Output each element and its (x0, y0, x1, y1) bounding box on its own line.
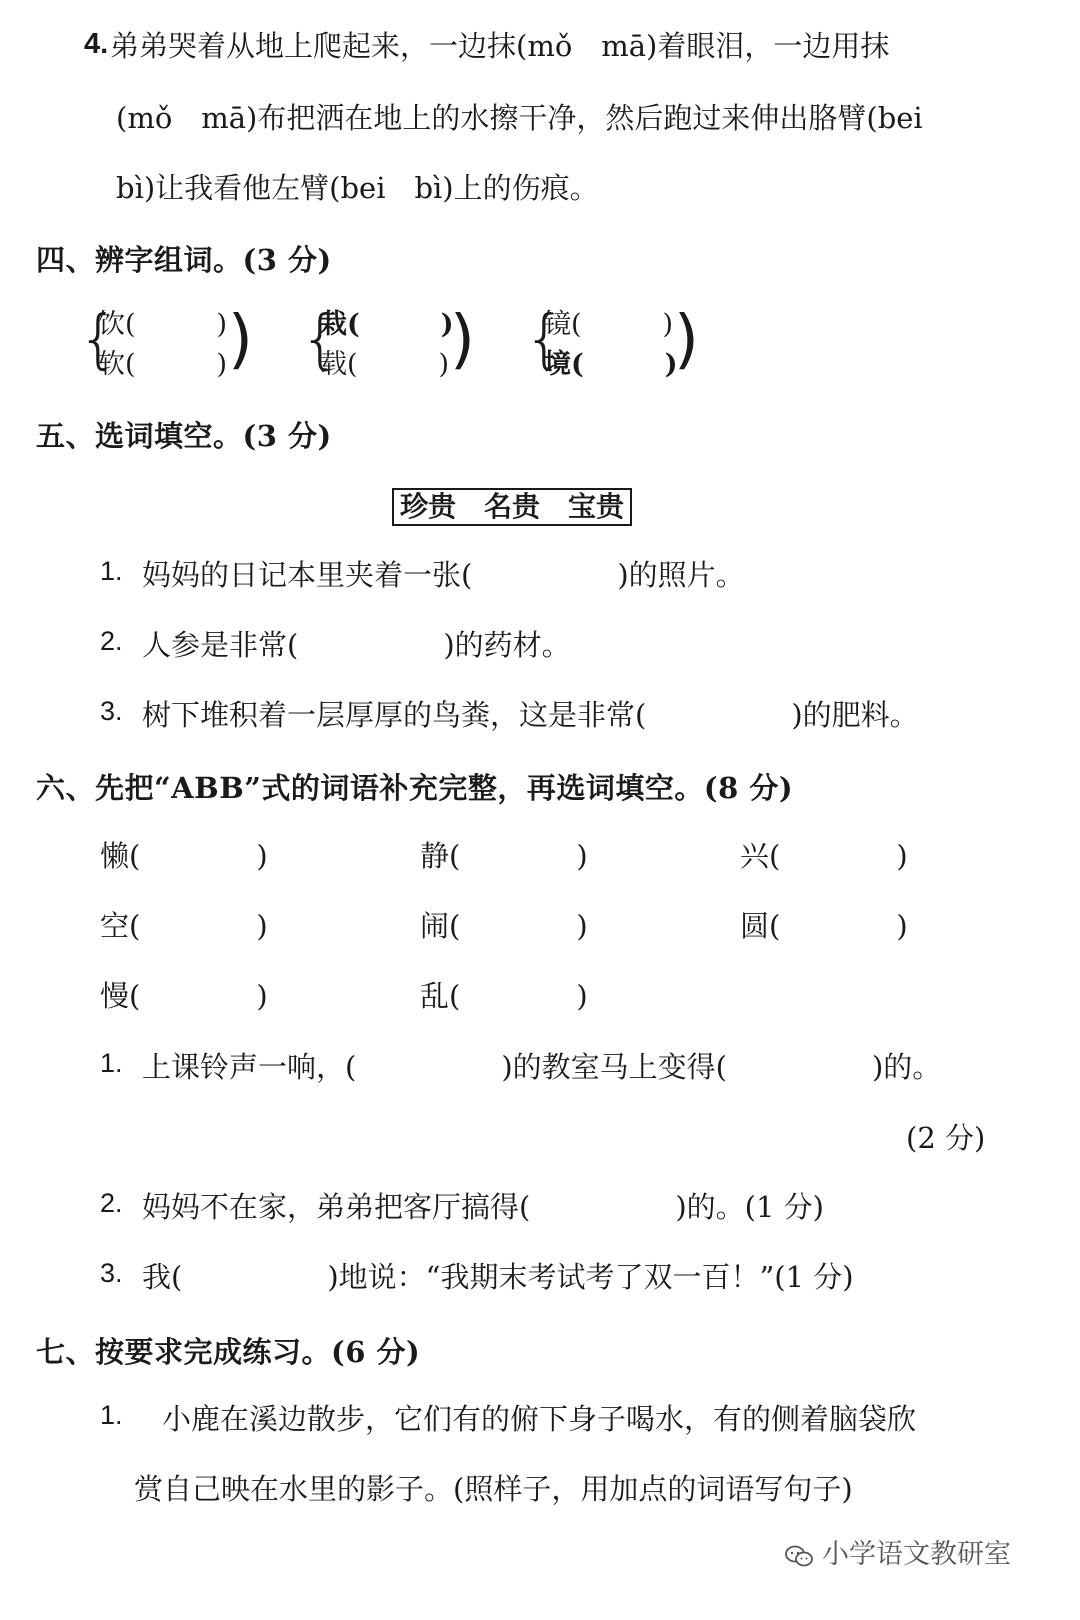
left-brace: { (524, 303, 565, 377)
abb-word-blank: 闹( ) (420, 909, 588, 943)
char-pair-top: 饮( ) (98, 309, 228, 340)
char-pair-bottom: 软( ) (98, 349, 228, 380)
left-brace: { (78, 303, 119, 377)
right-paren: ) (450, 303, 475, 377)
abb-word-blank: 空( ) (100, 909, 268, 943)
watermark (784, 1532, 1011, 1571)
section-6-title: 六、先把“ABB”式的词语补充完整，再选词填空。(8 分) (36, 771, 794, 805)
section-4-title: 四、辨字组词。(3 分) (36, 243, 332, 277)
section-7-title: 七、按要求完成练习。(6 分) (36, 1335, 421, 1369)
left-brace: { (300, 303, 341, 377)
abb-word-blank: 懒( ) (100, 839, 268, 873)
word-choice-box: 珍贵 名贵 宝贵 (392, 488, 632, 526)
item-number: 2. (100, 1188, 123, 1218)
fill-blank-item: 树下堆积着一层厚厚的鸟粪，这是非常( )的肥料。 (142, 698, 919, 732)
item-number: 1. (100, 1400, 123, 1430)
q4-number: 4. (84, 28, 109, 60)
fill-blank-item: 妈妈的日记本里夹着一张( )的照片。 (142, 558, 745, 592)
item-number: 3. (100, 696, 123, 726)
right-paren: ) (228, 303, 253, 377)
wechat-icon (784, 1544, 814, 1568)
abb-word-blank: 兴( ) (740, 839, 908, 873)
item-number: 2. (100, 626, 123, 656)
char-pair-bottom: 境( ) (544, 349, 678, 380)
abb-word-blank: 慢( ) (100, 979, 268, 1013)
item-number: 1. (100, 1048, 123, 1078)
section-5-title: 五、选词填空。(3 分) (36, 419, 332, 453)
abb-word-blank: 圆( ) (740, 909, 908, 943)
abb-word-blank: 乱( ) (420, 979, 588, 1013)
q4-line-1: 弟弟哭着从地上爬起来，一边抹(mǒ mā)着眼泪，一边用抹 (110, 29, 890, 63)
watermark-text: 小学语文教研室 (822, 1539, 1011, 1570)
abb-word-blank: 静( ) (420, 839, 588, 873)
char-pair-top: 镜( ) (544, 309, 674, 340)
example-sentence-line-2: 赏自己映在水里的影子。(照样子，用加点的词语写句子) (134, 1472, 853, 1506)
score-note: (2 分) (906, 1121, 986, 1155)
example-sentence-line-1: 小鹿在溪边散步，它们有的俯下身子喝水，有的侧着脑袋欣 (162, 1402, 917, 1436)
fill-blank-item: 上课铃声一响，( )的教室马上变得( )的。 (142, 1050, 942, 1084)
item-number: 3. (100, 1258, 123, 1288)
right-paren: ) (674, 303, 699, 377)
fill-blank-item: 我( )地说：“我期末考试考了双一百！”(1 分) (142, 1260, 854, 1294)
char-pair-bottom: 载( ) (320, 349, 450, 380)
q4-line-2: (mǒ mā)布把洒在地上的水擦干净，然后跑过来伸出胳臂(bei (116, 101, 923, 135)
item-number: 1. (100, 556, 123, 586)
char-pair-top: 栽( ) (320, 309, 454, 340)
fill-blank-item: 妈妈不在家，弟弟把客厅搞得( )的。(1 分) (142, 1190, 824, 1224)
fill-blank-item: 人参是非常( )的药材。 (142, 628, 571, 662)
q4-line-3: bì)让我看他左臂(bei bì)上的伤痕。 (116, 171, 599, 205)
